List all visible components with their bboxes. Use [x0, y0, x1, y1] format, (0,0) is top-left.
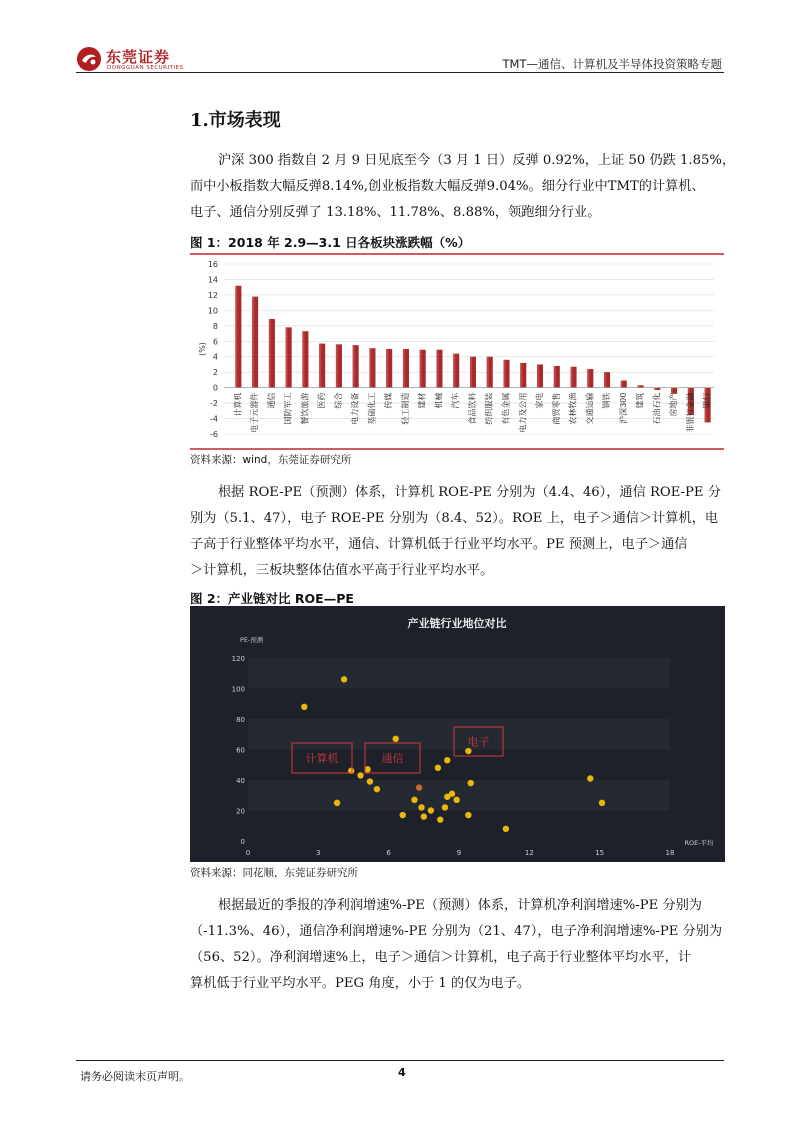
x-tick-label: 基础化工: [367, 392, 377, 425]
x-tick-label: 电力设备: [350, 392, 360, 425]
y-tick-label: 20: [236, 807, 245, 816]
x-tick-label: 电子元器件: [250, 392, 260, 433]
grid-band: [248, 780, 670, 811]
bar-highlight: [571, 367, 573, 388]
annotation-label: 电子: [467, 735, 490, 749]
y-tick-label: 12: [207, 290, 218, 300]
bar-highlight: [286, 327, 288, 387]
section-title: 1.市场表现: [190, 110, 281, 131]
data-point: [465, 748, 471, 754]
x-tick-label: 18: [665, 849, 675, 857]
data-point: [428, 807, 434, 813]
x-tick-label: 9: [456, 849, 462, 857]
annotation-label: 计算机: [305, 752, 339, 765]
data-point: [468, 780, 474, 786]
bar-highlight: [269, 319, 271, 388]
bar-highlight: [319, 344, 321, 388]
data-point: [416, 784, 422, 790]
bar-highlight: [302, 331, 304, 387]
text-line: 根据 ROE-PE（预测）体系，计算机 ROE-PE 分别为（4.4、46），通信 ROE-PE 分: [218, 485, 721, 500]
bar-highlight: [470, 357, 472, 388]
page-number: 4: [398, 1066, 406, 1079]
data-point: [411, 797, 417, 803]
y-tick-label: -2: [210, 399, 218, 409]
y-tick-label: 8: [212, 321, 218, 331]
data-point: [341, 676, 347, 682]
logo-mark-icon: [76, 46, 102, 72]
x-tick-label: 国防军工: [283, 392, 293, 425]
footer-disclaimer: 请务必阅读末页声明。: [80, 1070, 190, 1083]
bar-highlight: [520, 363, 522, 388]
x-tick-label: 通信: [266, 392, 276, 409]
x-tick-label: 有色金属: [501, 392, 511, 425]
grid-band: [248, 719, 670, 750]
x-tick-label: 食品饮料: [468, 392, 477, 425]
x-tick-label: 12: [524, 849, 534, 857]
data-point: [334, 800, 340, 806]
text-line: 根据最近的季报的净利润增速%-PE（预测）体系，计算机净利润增速%-PE 分别为: [218, 898, 702, 913]
x-tick-label: 沪深300: [618, 392, 628, 424]
annotation-label: 通信: [381, 752, 404, 765]
text-line: （-11.3%、46），通信净利润增速%-PE 分别为（21、47），电子净利润增速%-PE 分别为: [190, 924, 723, 939]
header-divider: [76, 72, 724, 73]
x-tick-label: 建材: [417, 392, 427, 409]
grid-band: [248, 658, 670, 689]
y-tick-label: 2: [212, 368, 218, 378]
data-point: [374, 786, 380, 792]
paragraph-market-performance: [190, 148, 736, 226]
x-tick-label: 3: [316, 849, 321, 857]
x-tick-label: 家电: [535, 392, 545, 409]
y-tick-label: 0: [212, 383, 218, 393]
x-tick-label: 电力及公用: [518, 392, 528, 433]
bar-highlight: [369, 348, 371, 387]
data-point: [453, 797, 459, 803]
x-tick-label: 汽车: [451, 392, 461, 409]
bar-highlight: [453, 354, 455, 388]
x-axis-label: ROE-平均: [684, 839, 714, 847]
y-tick-label: 10: [207, 306, 218, 316]
y-tick-label: 16: [207, 260, 218, 269]
figure1-bar-chart: [190, 251, 724, 451]
data-point: [393, 736, 399, 742]
text-line: 别为（5.1、47），电子 ROE-PE 分别为（8.4、52）。ROE 上，电子＞通信＞计算机，电: [190, 511, 719, 526]
x-tick-label: 15: [595, 849, 605, 857]
data-point: [599, 800, 605, 806]
x-tick-label: 0: [245, 849, 251, 857]
text-line: 而中小板指数大幅反弹8.14%,创业板指数大幅反弹9.04%。细分行业中TMT的计算机、: [190, 179, 705, 194]
text-line: 算机低于行业平均水平。PEG 角度，小于 1 的仅为电子。: [190, 976, 531, 991]
bar-highlight: [621, 381, 623, 388]
x-tick-label: 医药: [317, 392, 327, 409]
y-tick-label: 0: [240, 838, 245, 846]
bar-highlight: [336, 344, 338, 387]
data-point: [357, 772, 363, 778]
y-tick-label: 4: [212, 352, 218, 362]
data-point: [442, 804, 448, 810]
bar-highlight: [386, 349, 388, 388]
text-line: （56、52）。净利润增速%上，电子＞通信＞计算机，电子高于行业整体平均水平，计: [190, 950, 692, 965]
figure2-caption: 图 2：产业链对比 ROE—PE: [190, 591, 354, 606]
data-point: [367, 778, 373, 784]
x-tick-label: 轻工制造: [400, 392, 410, 425]
logo-subtext: DONGGUAN SECURITIES: [107, 65, 184, 71]
bar-highlight: [420, 350, 422, 388]
data-point: [503, 826, 509, 832]
x-tick-label: 商贸零售: [551, 392, 561, 425]
bar-highlight: [537, 364, 539, 387]
data-point: [444, 757, 450, 763]
paragraph-roe-pe: [190, 480, 724, 584]
y-tick-label: -6: [210, 430, 218, 439]
y-tick-label: 6: [212, 337, 218, 347]
text-line: 电子、通信分别反弹了 13.18%、11.78%、8.88%，领跑细分行业。: [190, 205, 601, 220]
data-point: [301, 704, 307, 710]
x-tick-label: 综合: [333, 392, 343, 409]
bar-highlight: [587, 369, 589, 388]
x-tick-label: 6: [386, 849, 391, 857]
y-tick-label: 100: [231, 685, 245, 694]
x-tick-label: 传媒: [384, 392, 394, 409]
y-tick-label: -4: [210, 414, 218, 424]
x-tick-label: 交通运输: [585, 392, 595, 425]
figure2-source: 资料来源：同花顺，东莞证券研究所: [190, 867, 358, 879]
x-tick-label: 餐饮旅游: [300, 392, 310, 425]
y-tick-label: 120: [231, 655, 245, 663]
x-tick-label: 银行: [702, 392, 712, 409]
x-tick-label: 建筑: [635, 392, 645, 409]
data-point: [465, 812, 471, 818]
x-tick-label: 非银行金融: [685, 392, 695, 433]
x-tick-label: 机械: [434, 392, 444, 409]
header-title: TMT—通信、计算机及半导体投资策略专题: [502, 57, 722, 71]
y-tick-label: 14: [207, 275, 218, 285]
bar-highlight: [487, 357, 489, 388]
bar-highlight: [604, 372, 606, 387]
y-axis-label: (%): [198, 342, 207, 356]
bar-highlight: [436, 350, 438, 388]
x-tick-label: 农林牧渔: [568, 392, 578, 425]
x-tick-label: 房地产: [669, 392, 679, 417]
bar-highlight: [504, 360, 506, 388]
x-tick-label: 石油石化: [652, 392, 662, 425]
x-tick-label: 计算机: [233, 392, 243, 417]
bar-highlight: [235, 286, 237, 388]
data-point: [400, 812, 406, 818]
bar-highlight: [353, 345, 355, 388]
x-tick-label: 钢铁: [602, 392, 612, 409]
bar-highlight: [403, 349, 405, 388]
bar-highlight: [252, 297, 254, 388]
figure1-source: 资料来源：wind，东莞证券研究所: [190, 454, 352, 466]
chart-title: 产业链行业地位对比: [407, 617, 507, 630]
paragraph-profit-growth: [190, 893, 724, 997]
y-axis-label: PE-预测: [240, 636, 264, 644]
data-point: [449, 791, 455, 797]
data-point: [418, 804, 424, 810]
data-point: [587, 775, 593, 781]
figure1-caption: 图 1：2018 年 2.9—3.1 日各板块涨跌幅（%）: [190, 235, 471, 250]
footer-divider: [76, 1060, 724, 1061]
y-tick-label: 80: [236, 716, 245, 724]
text-line: 沪深 300 指数自 2 月 9 日见底至今（3 月 1 日）反弹 0.92%，上证 50 仍跌 1.85%，: [218, 153, 736, 168]
data-point: [437, 816, 443, 822]
data-point: [421, 813, 427, 819]
x-tick-label: 纺织服装: [484, 392, 494, 425]
logo-text: 东莞证券: [106, 48, 171, 66]
data-point: [435, 765, 441, 771]
y-tick-label: 60: [236, 746, 245, 755]
text-line: ＞计算机，三板块整体估值水平高于行业平均水平。: [190, 563, 494, 578]
figure2-scatter-chart: [190, 606, 725, 862]
y-tick-label: 40: [236, 777, 245, 785]
text-line: 子高于行业整体平均水平，通信、计算机低于行业平均水平。PE 预测上，电子＞通信: [190, 537, 688, 552]
bar-highlight: [554, 366, 556, 388]
